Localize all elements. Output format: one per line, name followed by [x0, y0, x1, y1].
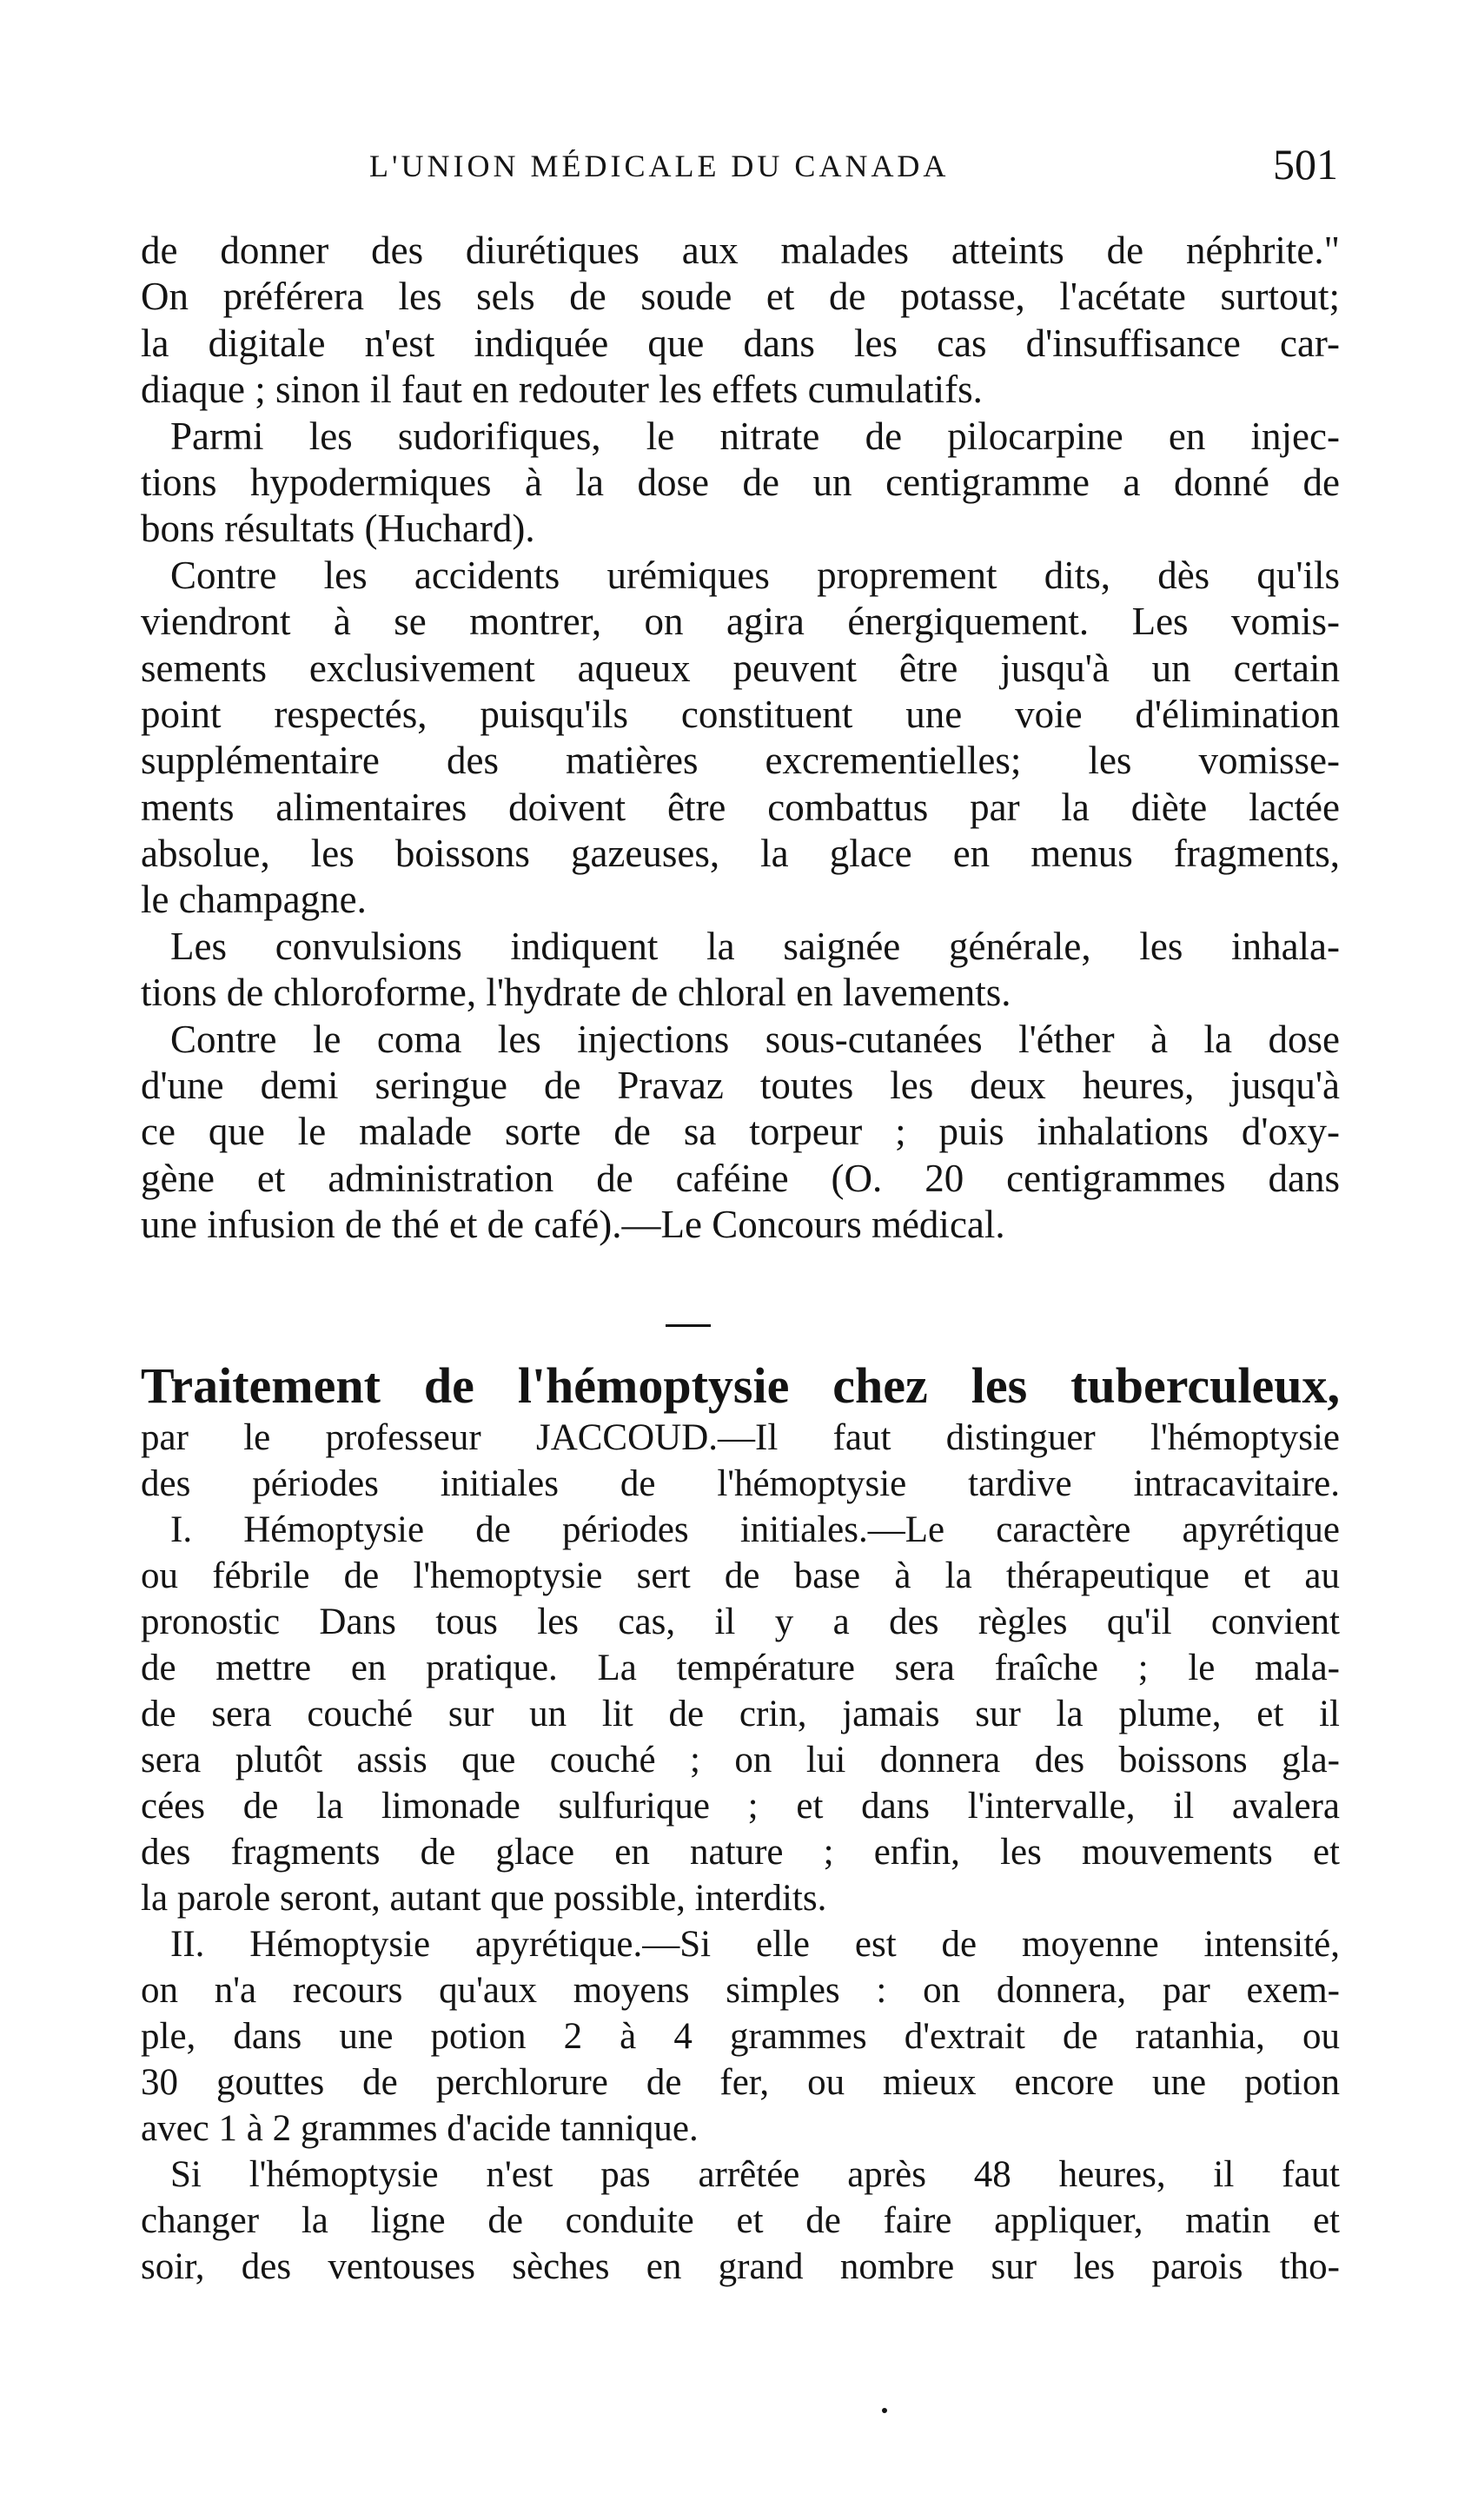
text-line: cées de la limonade sulfurique ; et dans l'intervalle, il avalera [141, 1786, 1340, 1827]
text-line: de mettre en pratique. La température sera fraîche ; le mala- [141, 1648, 1340, 1688]
text-line: Parmi les sudorifiques, le nitrate de pilocarpine en injec- [170, 414, 1340, 458]
text-line: ce que le malade sorte de sa torpeur ; puis inhalations d'oxy- [141, 1110, 1340, 1154]
text-line: la parole seront, autant que possible, interdits. [141, 1878, 827, 1919]
text-line: absolue, les boissons gazeuses, la glace en menus fragments, [141, 832, 1340, 876]
running-title: L'UNION MÉDICALE DU CANADA [369, 149, 950, 183]
text-line: On préférera les sels de soude et de potasse, l'acétate surtout; [141, 275, 1340, 319]
text-line: point respectés, puisqu'ils constituent une voie d'élimination [141, 692, 1340, 736]
text-line: d'une demi seringue de Pravaz toutes les deux heures, jusqu'à [141, 1064, 1340, 1108]
section-divider [666, 1324, 711, 1327]
text-line: changer la ligne de conduite et de faire appliquer, matin et [141, 2200, 1340, 2241]
text-line: ple, dans une potion 2 à 4 grammes d'extrait de ratanhia, ou [141, 2016, 1340, 2057]
text-line: de donner des diurétiques aux malades atteints de néphrite." [141, 229, 1340, 272]
text-line: bons résultats (Huchard). [141, 507, 535, 551]
text-line: soir, des ventouses sèches en grand nombre sur les parois tho- [141, 2246, 1340, 2287]
text-line: ments alimentaires doivent être combattus par la diète lactée [141, 785, 1340, 829]
text-line: avec 1 à 2 grammes d'acide tannique. [141, 2108, 699, 2149]
text-line: le champagne. [141, 878, 367, 922]
text-line: de sera couché sur un lit de crin, jamais sur la plume, et il [141, 1694, 1340, 1734]
text-line: tions de chloroforme, l'hydrate de chloral en lavements. [141, 971, 1011, 1015]
article-heading: Traitement de l'hémoptysie chez les tuberculeux, [141, 1357, 1340, 1414]
text-line: I. Hémoptysie de périodes initiales.—Le caractère apyrétique [170, 1509, 1340, 1550]
text-line: Les convulsions indiquent la saignée générale, les inhala- [170, 924, 1340, 968]
text-line: diaque ; sinon il faut en redouter les effets cumulatifs. [141, 368, 983, 412]
text-line: ou fébrile de l'hemoptysie sert de base à la thérapeutique et au [141, 1555, 1340, 1596]
ink-speck [882, 2408, 887, 2413]
text-line: la digitale n'est indiquée que dans les cas d'insuffisance car- [141, 321, 1340, 365]
article-body [141, 1415, 1340, 2290]
text-line: 30 gouttes de perchlorure de fer, ou mieux encore une potion [141, 2062, 1340, 2103]
text-line: tions hypodermiques à la dose de un centigramme a donné de [141, 460, 1340, 504]
text-line: des périodes initiales de l'hémoptysie tardive intracavitaire. [141, 1463, 1340, 1504]
text-line: une infusion de thé et de café).—Le Concours médical. [141, 1203, 1005, 1247]
text-line: des fragments de glace en nature ; enfin, les mouvements et [141, 1832, 1340, 1873]
text-line: Contre les accidents urémiques proprement dits, dès qu'ils [170, 553, 1340, 597]
text-line: supplémentaire des matières excrementielles; les vomisse- [141, 739, 1340, 783]
text-line: sera plutôt assis que couché ; on lui donnera des boissons gla- [141, 1740, 1340, 1781]
text-line: on n'a recours qu'aux moyens simples : on donnera, par exem- [141, 1970, 1340, 2011]
text-line: II. Hémoptysie apyrétique.—Si elle est de moyenne intensité, [170, 1924, 1340, 1965]
text-line: pronostic Dans tous les cas, il y a des règles qu'il convient [141, 1602, 1340, 1642]
article-continuation [141, 228, 1340, 1249]
text-line: gène et administration de caféine (O. 20 centigrammes dans [141, 1156, 1340, 1200]
text-line: Si l'hémoptysie n'est pas arrêtée après 48 heures, il faut [170, 2154, 1340, 2195]
text-line: viendront à se montrer, on agira énergiquement. Les vomis- [141, 600, 1340, 644]
page-number: 501 [1273, 140, 1338, 189]
page-header [139, 139, 1338, 200]
text-line: sements exclusivement aqueux peuvent être jusqu'à un certain [141, 646, 1340, 690]
text-line: Contre le coma les injections sous-cutanées l'éther à la dose [170, 1017, 1340, 1061]
text-line: par le professeur JACCOUD.—Il faut distinguer l'hémoptysie [141, 1417, 1340, 1458]
